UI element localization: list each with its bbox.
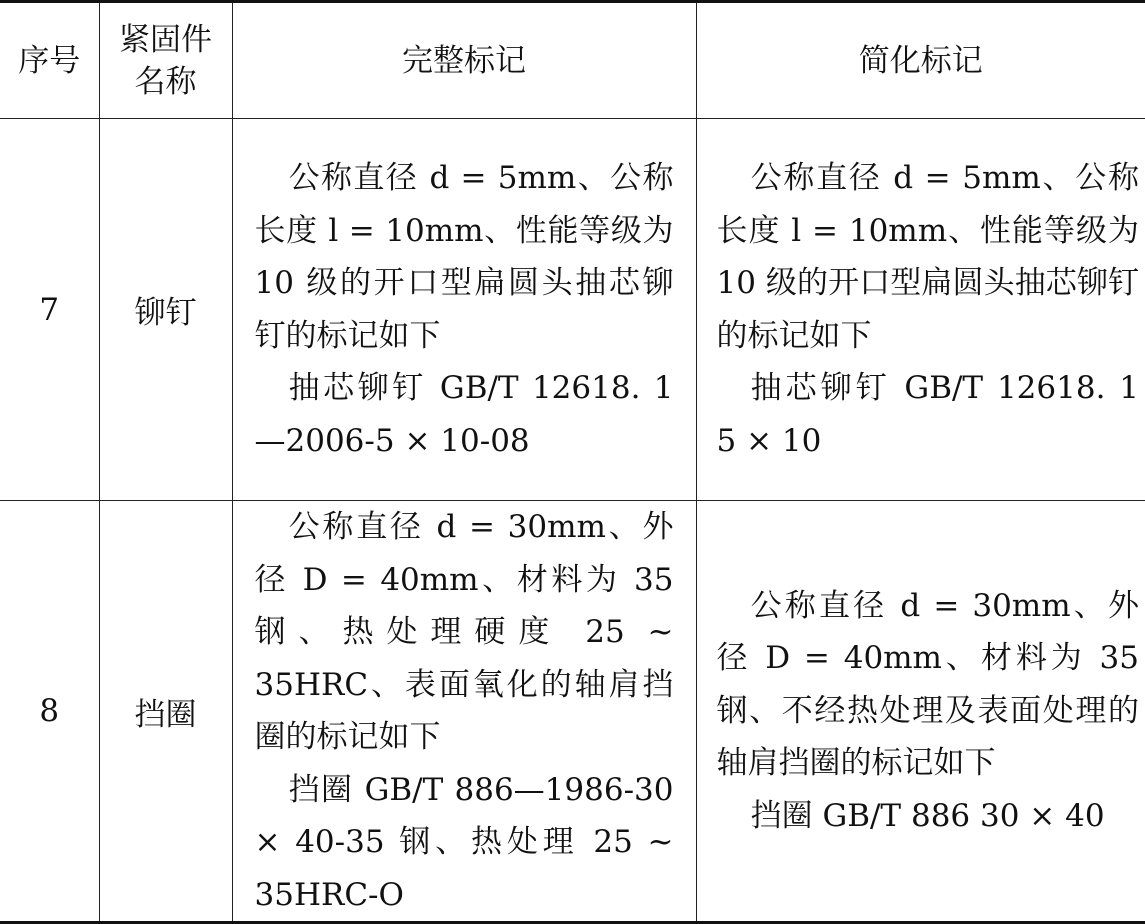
full-marking-description: 公称直径 d = 5mm、公称长度 l = 10mm、性能等级为 10 级的开口型扁圆头抽芯铆钉的标记如下 xyxy=(254,160,674,354)
full-marking-code: 挡圈 GB/T 886—1986-30 × 40-35 钢、热处理 25 ~ 35HRC-O xyxy=(254,771,674,913)
table-header-row xyxy=(0,2,1145,119)
row-serial-number: 7 xyxy=(0,119,99,501)
simplified-marking-description: 公称直径 d = 5mm、公称长度 l = 10mm、性能等级为 10 级的开口型扁圆头抽芯铆钉的标记如下 xyxy=(716,160,1139,354)
row-full-marking xyxy=(232,119,696,501)
header-simplified-marking: 简化标记 xyxy=(696,2,1145,119)
row-serial-number: 8 xyxy=(0,501,99,923)
full-marking-code: 抽芯铆钉 GB/T 12618. 1—2006-5 × 10-08 xyxy=(254,370,674,459)
header-full-marking: 完整标记 xyxy=(232,2,696,119)
row-fastener-name: 铆钉 xyxy=(99,119,232,501)
header-serial-number: 序号 xyxy=(0,2,99,119)
full-marking-description: 公称直径 d = 30mm、外径 D = 40mm、材料为 35 钢、热处理硬度 25 ~ 35HRC、表面氧化的轴肩挡圈的标记如下 xyxy=(254,509,674,755)
header-fastener-name xyxy=(99,2,232,119)
row-simplified-marking xyxy=(696,501,1145,923)
table-row xyxy=(0,119,1145,501)
row-full-marking xyxy=(232,501,696,923)
simplified-marking-code: 抽芯铆钉 GB/T 12618. 1 5 × 10 xyxy=(716,370,1139,459)
simplified-marking-code: 挡圈 GB/T 886 30 × 40 xyxy=(750,797,1105,834)
header-fastener-name-line1: 紧固件 xyxy=(119,21,212,58)
table-row xyxy=(0,501,1145,923)
row-fastener-name: 挡圈 xyxy=(99,501,232,923)
row-simplified-marking xyxy=(696,119,1145,501)
simplified-marking-description: 公称直径 d = 30mm、外径 D = 40mm、材料为 35 钢、不经热处理及表面处理的轴肩挡圈的标记如下 xyxy=(716,587,1139,782)
header-fastener-name-line2: 名称 xyxy=(134,63,197,100)
